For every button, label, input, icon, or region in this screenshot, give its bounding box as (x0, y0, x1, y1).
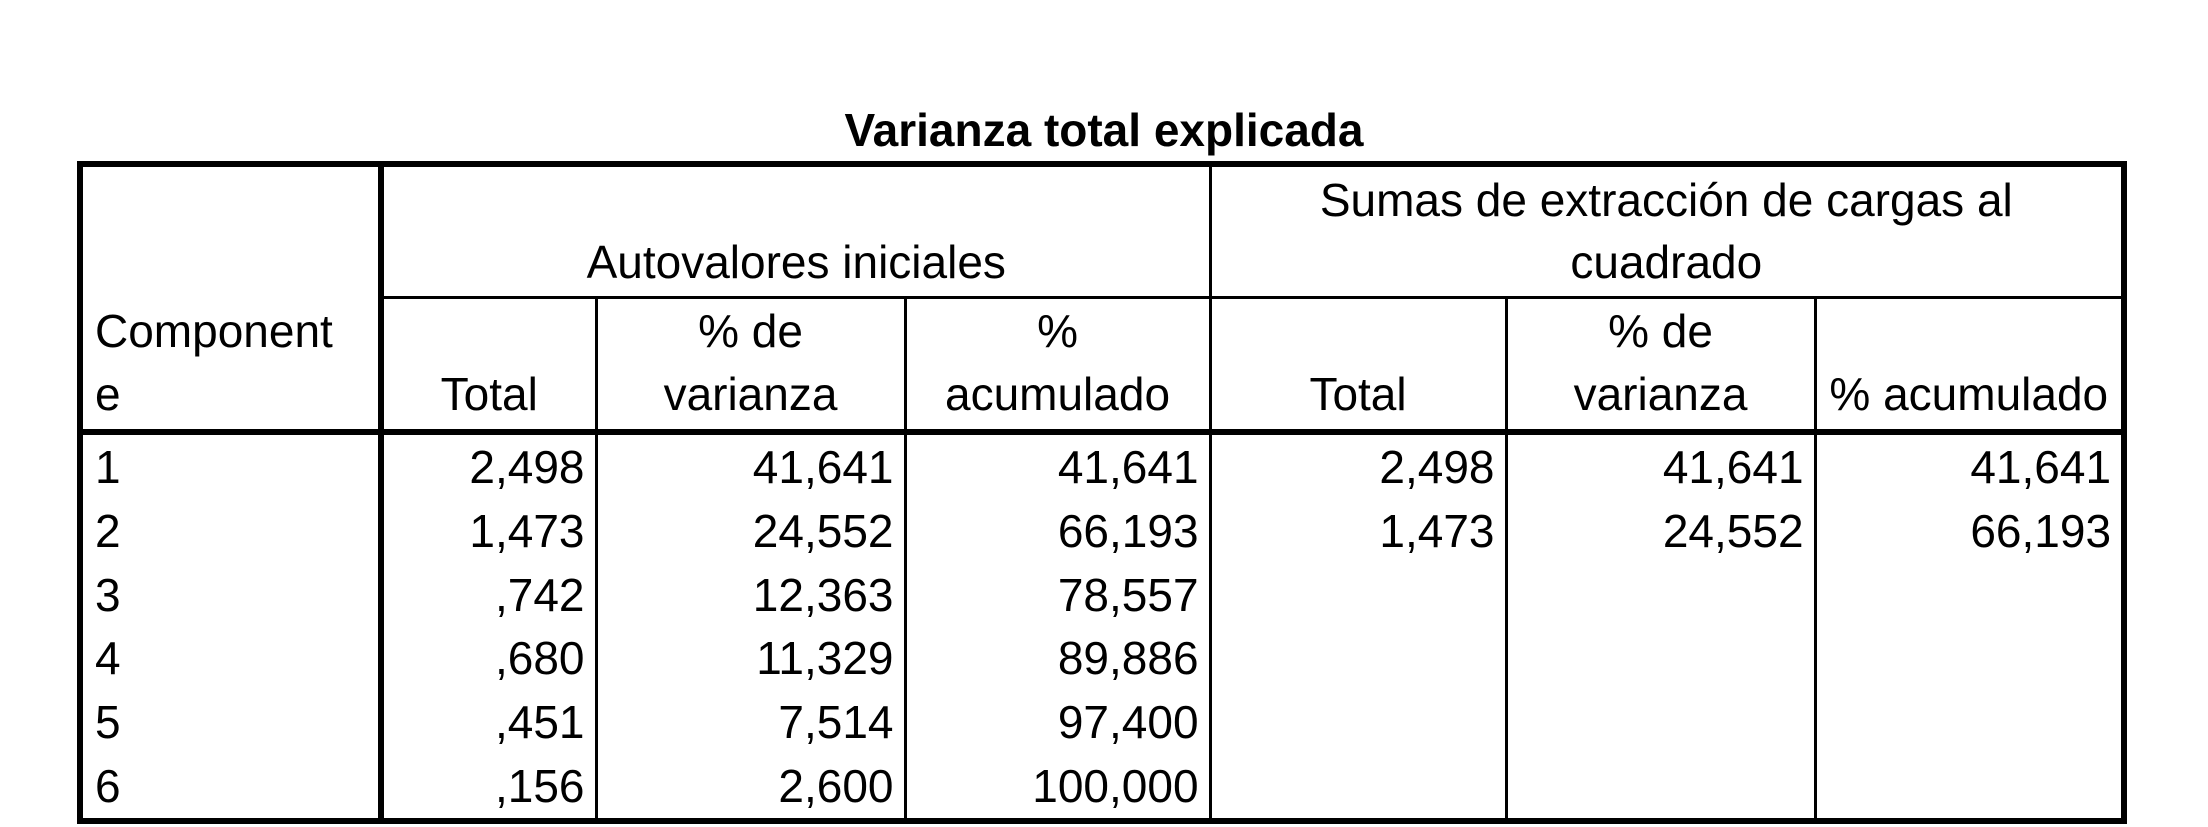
ext-total-cell: 1,473 (1210, 499, 1506, 563)
init-total-cell: ,742 (381, 563, 596, 627)
init-cum-cell: 97,400 (905, 690, 1210, 754)
variance-table (77, 161, 2127, 824)
header-group-extraction: Sumas de extracción de cargas al cuadrado (1210, 164, 2124, 297)
header-component: Component e (80, 164, 381, 432)
ext-cum-cell (1815, 626, 2124, 690)
init-pct-cell: 2,600 (596, 754, 905, 821)
component-cell: 3 (80, 563, 381, 627)
ext-total-cell (1210, 626, 1506, 690)
init-cum-cell: 100,000 (905, 754, 1210, 821)
init-total-cell: 1,473 (381, 499, 596, 563)
table-row (80, 563, 2124, 627)
init-total-cell: 2,498 (381, 432, 596, 499)
init-pct-cell: 11,329 (596, 626, 905, 690)
header-row-groups (80, 164, 2124, 297)
component-cell: 2 (80, 499, 381, 563)
header-ext-pct-cumulative: % acumulado (1815, 297, 2124, 432)
component-cell: 5 (80, 690, 381, 754)
ext-pct-cell (1506, 754, 1815, 821)
header-init-pct-cumulative: % acumulado (905, 297, 1210, 432)
component-cell: 6 (80, 754, 381, 821)
ext-cum-cell: 66,193 (1970, 504, 2112, 557)
header-init-total: Total (381, 297, 596, 432)
header-ext-pct-variance: % de varianza (1506, 297, 1815, 432)
component-cell: 1 (80, 432, 381, 499)
table-row (80, 690, 2124, 754)
header-init-pct-variance: % de varianza (596, 297, 905, 432)
table-title: Varianza total explicada (844, 104, 1364, 156)
table-row (80, 754, 2124, 821)
table-body (80, 432, 2124, 821)
header-row-columns (80, 297, 2124, 432)
ext-cum-cell (1815, 690, 2124, 754)
header-ext-total: Total (1210, 297, 1506, 432)
ext-total-cell (1210, 563, 1506, 627)
ext-pct-cell: 41,641 (1506, 432, 1815, 499)
init-total-cell: ,680 (381, 626, 596, 690)
init-pct-cell: 7,514 (596, 690, 905, 754)
table-header (80, 164, 2124, 432)
ext-pct-cell (1506, 626, 1815, 690)
table-row (80, 432, 2124, 499)
init-pct-cell: 24,552 (596, 499, 905, 563)
init-cum-cell: 78,557 (905, 563, 1210, 627)
init-pct-cell: 41,641 (596, 432, 905, 499)
ext-total-cell: 2,498 (1210, 432, 1506, 499)
ext-cum-cell: 41,641 (1970, 440, 2112, 493)
init-cum-cell: 89,886 (905, 626, 1210, 690)
ext-cum-cell (1815, 754, 2124, 821)
component-cell: 4 (80, 626, 381, 690)
init-total-cell: ,156 (381, 754, 596, 821)
ext-cum-cell (1815, 563, 2124, 627)
table-row (80, 499, 2124, 563)
init-total-cell: ,451 (381, 690, 596, 754)
init-cum-cell: 41,641 (905, 432, 1210, 499)
init-pct-cell: 12,363 (596, 563, 905, 627)
ext-pct-cell (1506, 563, 1815, 627)
ext-pct-cell (1506, 690, 1815, 754)
table-row (80, 626, 2124, 690)
header-group-initial: Autovalores iniciales (381, 164, 1210, 297)
ext-pct-cell: 24,552 (1506, 499, 1815, 563)
ext-total-cell (1210, 690, 1506, 754)
ext-total-cell (1210, 754, 1506, 821)
init-cum-cell: 66,193 (905, 499, 1210, 563)
